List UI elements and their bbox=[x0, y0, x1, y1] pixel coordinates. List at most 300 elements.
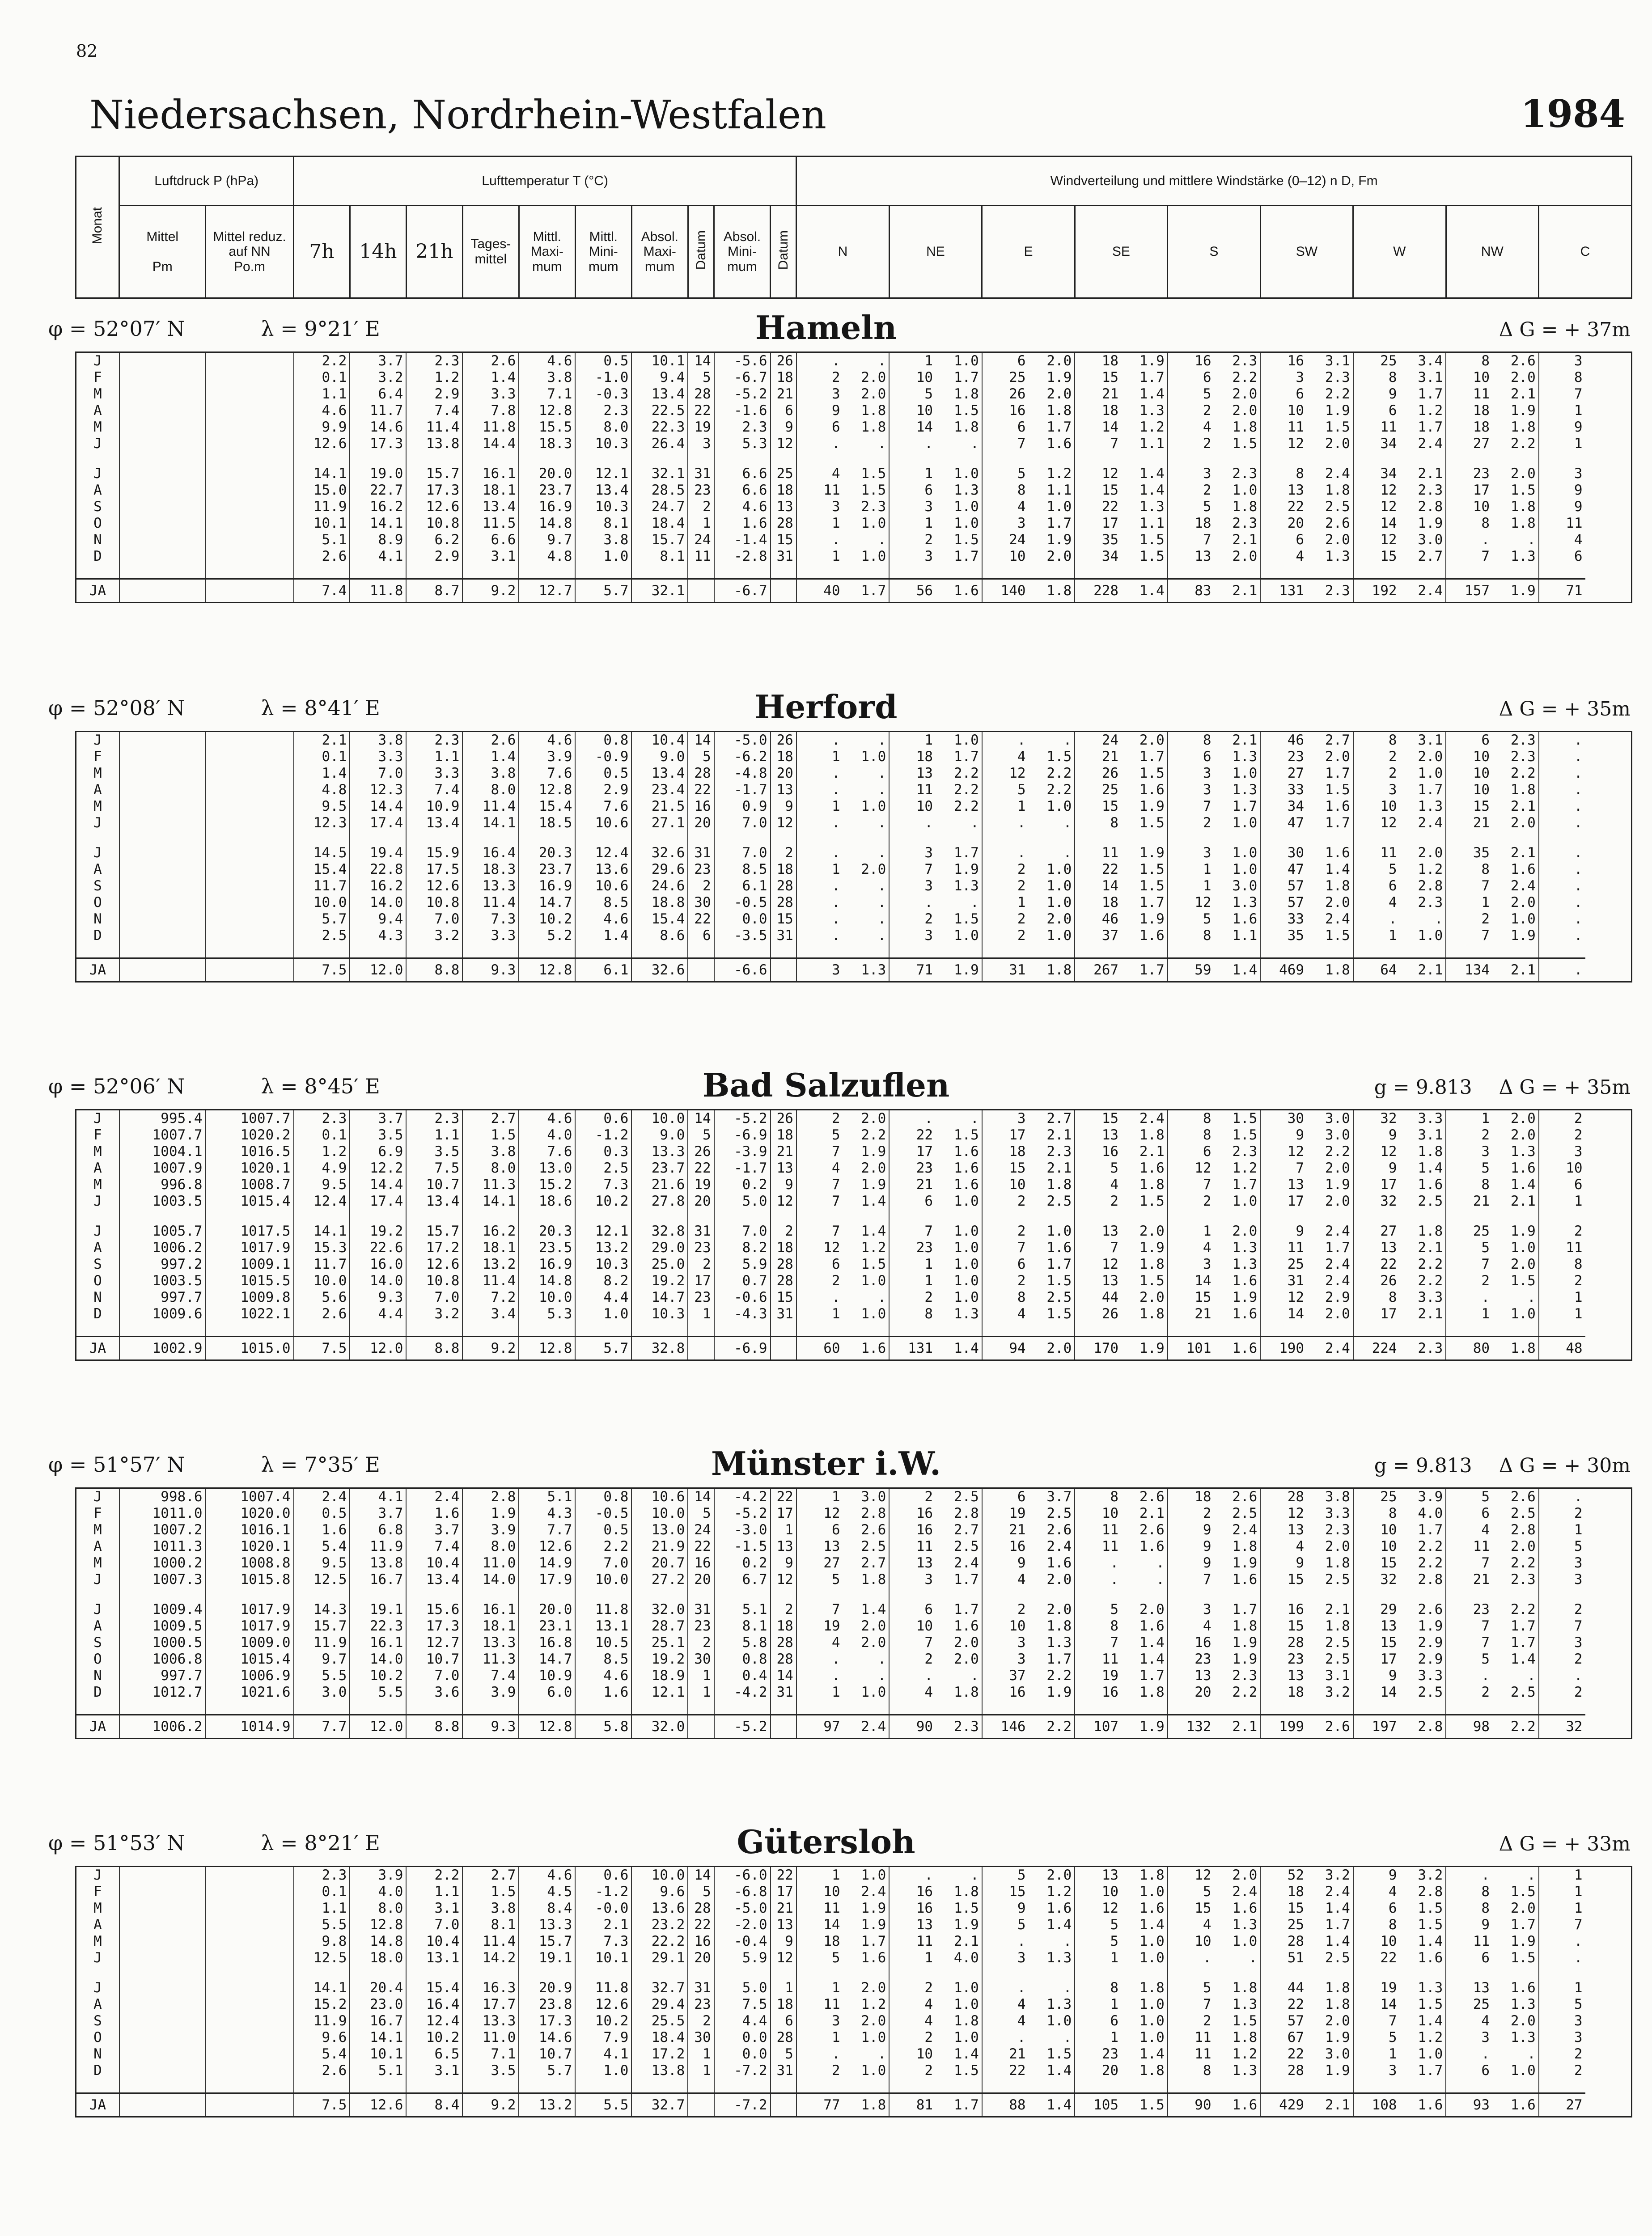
value-cell: 17 bbox=[1260, 1193, 1307, 1210]
value-cell: 88 bbox=[982, 2093, 1029, 2117]
month-cell: O bbox=[76, 1651, 119, 1668]
value-cell: 7 bbox=[1168, 1571, 1214, 1588]
table-row bbox=[76, 1635, 1632, 1651]
value-cell: 12.0 bbox=[350, 1715, 406, 1739]
value-cell bbox=[119, 402, 206, 419]
value-cell: 8.1 bbox=[462, 1917, 519, 1933]
value-cell: 2.9 bbox=[1325, 1289, 1350, 1305]
month-cell: M bbox=[76, 765, 119, 782]
header-datum-max: Datum bbox=[688, 206, 714, 298]
spacer-cell bbox=[350, 1322, 406, 1337]
value-cell: 1.7 bbox=[953, 749, 979, 765]
value-cell: 1.7 bbox=[1418, 1522, 1443, 1538]
value-cell: 2.0 bbox=[1325, 2013, 1350, 2029]
value-cell bbox=[119, 499, 206, 515]
value-cell: 2 bbox=[889, 1488, 936, 1506]
value-cell: 31 bbox=[771, 2062, 796, 2079]
spacer-cell bbox=[76, 831, 119, 845]
value-cell: 1.1 bbox=[1139, 515, 1165, 531]
value-cell bbox=[119, 436, 206, 452]
value-cell: 34 bbox=[1260, 798, 1307, 815]
value-cell: 2 bbox=[1539, 1273, 1585, 1289]
value-cell: 20.0 bbox=[519, 466, 575, 482]
value-cell: 2.2 bbox=[1325, 386, 1350, 402]
value-cell: 2.3 bbox=[1232, 466, 1258, 482]
value-cell: 32.6 bbox=[631, 845, 688, 861]
value-cell: 7.3 bbox=[462, 911, 519, 927]
value-cell: 1.8 bbox=[1232, 419, 1258, 435]
value-cell: 1.9 bbox=[1046, 1684, 1072, 1700]
value-cell: -0.5 bbox=[575, 1505, 631, 1522]
value-cell: 2 bbox=[1168, 1193, 1214, 1210]
value-cell: . bbox=[889, 436, 936, 452]
value-cell: 2.1 bbox=[1418, 1306, 1443, 1322]
value-cell: 11.3 bbox=[462, 1177, 519, 1193]
header-dir-sw: SW bbox=[1260, 206, 1353, 298]
value-cell: 2 bbox=[688, 1635, 714, 1651]
spacer-cell bbox=[1446, 565, 1492, 579]
value-cell: 10.7 bbox=[406, 1177, 462, 1193]
value-cell: -4.2 bbox=[714, 1488, 771, 1506]
value-cell: 9.5 bbox=[294, 1177, 350, 1193]
value-cell: 19.1 bbox=[519, 1950, 575, 1966]
value-cell: 170 bbox=[1075, 1337, 1121, 1360]
value-cell: 4 bbox=[982, 2013, 1029, 2029]
value-cell: 6.8 bbox=[350, 1522, 406, 1538]
spacer-row bbox=[76, 1588, 1632, 1601]
spacer-cell bbox=[1029, 944, 1075, 958]
spacer-cell bbox=[1446, 1322, 1492, 1337]
spacer-cell bbox=[1029, 1322, 1075, 1337]
value-cell: 14.7 bbox=[519, 894, 575, 911]
value-cell: 2 bbox=[889, 2029, 936, 2046]
month-cell: J bbox=[76, 1571, 119, 1588]
value-cell: 10.8 bbox=[406, 894, 462, 911]
value-cell: 1.1 bbox=[1046, 482, 1072, 498]
spacer-cell bbox=[206, 565, 294, 579]
value-cell: . bbox=[796, 1668, 843, 1684]
value-cell: 1.5 bbox=[1139, 548, 1165, 564]
station-longitude: λ = 8°21′ E bbox=[261, 1831, 380, 1855]
value-cell: 1006.8 bbox=[119, 1651, 206, 1668]
value-cell: 21 bbox=[771, 1900, 796, 1917]
value-cell: 23 bbox=[889, 1160, 936, 1177]
value-cell: 157 bbox=[1446, 579, 1492, 603]
value-cell: 3.8 bbox=[462, 765, 519, 782]
spacer-cell bbox=[889, 1210, 936, 1223]
value-cell: 1.0 bbox=[953, 2029, 979, 2045]
value-cell: 0.5 bbox=[575, 1522, 631, 1538]
value-cell: 3.5 bbox=[406, 1143, 462, 1160]
table-row bbox=[76, 1684, 1632, 1701]
spacer-cell bbox=[1121, 1966, 1168, 1980]
value-cell: -5.0 bbox=[714, 732, 771, 749]
value-cell: 5.5 bbox=[294, 1668, 350, 1684]
value-cell: 1.9 bbox=[953, 1917, 979, 1933]
value-cell: -6.9 bbox=[714, 1127, 771, 1143]
value-cell: 16 bbox=[1260, 1601, 1307, 1618]
value-cell: 18 bbox=[1168, 515, 1214, 532]
value-cell: 9 bbox=[771, 1177, 796, 1193]
value-cell: 33 bbox=[1260, 782, 1307, 798]
value-cell: 7 bbox=[1168, 532, 1214, 548]
spacer-cell bbox=[1260, 1322, 1307, 1337]
value-cell: 7 bbox=[1446, 1635, 1492, 1651]
value-cell: 1 bbox=[796, 1306, 843, 1322]
value-cell: . bbox=[877, 732, 886, 748]
value-cell: 2.2 bbox=[1418, 1538, 1443, 1554]
value-cell: 2.3 bbox=[936, 1715, 982, 1739]
value-cell: 2.3 bbox=[294, 1867, 350, 1884]
header-dir-se: SE bbox=[1075, 206, 1167, 298]
value-cell: 2 bbox=[796, 2062, 843, 2079]
value-cell: 25 bbox=[771, 466, 796, 482]
month-cell: A bbox=[76, 861, 119, 878]
value-cell: 1.6 bbox=[714, 515, 771, 532]
value-cell: 4 bbox=[982, 1996, 1029, 2013]
value-cell: 5.5 bbox=[350, 1684, 406, 1701]
value-cell: 3 bbox=[1260, 369, 1307, 386]
value-cell: 10 bbox=[1446, 499, 1492, 515]
value-cell: 1.3 bbox=[1139, 499, 1165, 515]
value-cell: 5 bbox=[1446, 1488, 1492, 1506]
value-cell: 23.0 bbox=[350, 1996, 406, 2013]
value-cell: 1 bbox=[889, 515, 936, 532]
value-cell: 9.3 bbox=[462, 1715, 519, 1739]
value-cell: 2.2 bbox=[294, 352, 350, 370]
value-cell: 27 bbox=[1353, 1223, 1400, 1240]
spacer-cell bbox=[936, 1588, 982, 1601]
spacer-cell bbox=[714, 1966, 771, 1980]
spacer-cell bbox=[1121, 1322, 1168, 1337]
value-cell: 4.4 bbox=[575, 1289, 631, 1306]
value-cell: 22.3 bbox=[350, 1618, 406, 1635]
value-cell: 8 bbox=[1260, 466, 1307, 482]
value-cell: 10.0 bbox=[631, 1867, 688, 1884]
table-row bbox=[76, 1522, 1632, 1538]
value-cell: 7.6 bbox=[575, 798, 631, 815]
value-cell: 2.0 bbox=[1325, 436, 1350, 452]
value-cell: 3.8 bbox=[1325, 1489, 1350, 1505]
month-cell: O bbox=[76, 515, 119, 532]
spacer-cell bbox=[1400, 1322, 1446, 1337]
spacer-cell bbox=[796, 944, 843, 958]
value-cell: 2.0 bbox=[1325, 1306, 1350, 1322]
station-gravity bbox=[1374, 1076, 1631, 1099]
value-cell: 11.9 bbox=[350, 1538, 406, 1555]
value-cell: 90 bbox=[889, 1715, 936, 1739]
value-cell: 1.6 bbox=[953, 1143, 979, 1160]
value-cell: 7.4 bbox=[406, 782, 462, 798]
value-cell: 1.7 bbox=[953, 548, 979, 564]
value-cell: 3 bbox=[796, 958, 843, 982]
spacer-cell bbox=[688, 831, 714, 845]
value-cell: 24 bbox=[982, 532, 1029, 548]
value-cell: 2.4 bbox=[1418, 815, 1443, 831]
value-cell: 26 bbox=[771, 352, 796, 370]
value-cell: 13.8 bbox=[406, 436, 462, 452]
value-cell: 10.3 bbox=[631, 1306, 688, 1322]
value-cell: 4 bbox=[1168, 1917, 1214, 1933]
value-cell: 19.4 bbox=[350, 845, 406, 861]
value-cell: 19.2 bbox=[631, 1273, 688, 1289]
value-cell: 6 bbox=[1168, 369, 1214, 386]
value-cell: 1.4 bbox=[1139, 482, 1165, 498]
value-cell: 5 bbox=[1539, 1538, 1585, 1555]
station-gravity bbox=[1472, 1833, 1631, 1855]
value-cell bbox=[119, 1996, 206, 2013]
value-cell: 3.1 bbox=[1325, 353, 1350, 369]
value-cell bbox=[206, 352, 294, 370]
table-row bbox=[76, 369, 1632, 386]
station-name: Bad Salzuflen bbox=[702, 1066, 950, 1104]
value-cell: 1.0 bbox=[1418, 927, 1443, 944]
value-cell: 1.9 bbox=[1418, 1618, 1443, 1634]
value-cell: 8.0 bbox=[462, 782, 519, 798]
value-cell: 105 bbox=[1075, 2093, 1121, 2117]
value-cell: 1 bbox=[771, 1522, 796, 1538]
table-row bbox=[76, 515, 1632, 532]
value-cell: 1.0 bbox=[1046, 861, 1072, 877]
value-cell: 1003.5 bbox=[119, 1273, 206, 1289]
value-cell: . bbox=[889, 1867, 936, 1884]
value-cell: 228 bbox=[1075, 579, 1121, 603]
value-cell: 3 bbox=[1353, 2062, 1400, 2079]
value-cell: 0.1 bbox=[294, 749, 350, 765]
spacer-cell bbox=[575, 2079, 631, 2093]
value-cell: 1.6 bbox=[575, 1684, 631, 1701]
value-cell: 1007.7 bbox=[119, 1127, 206, 1143]
spacer-cell bbox=[1029, 1701, 1075, 1715]
spacer-cell bbox=[1121, 944, 1168, 958]
value-cell: 5 bbox=[688, 369, 714, 386]
value-cell: 1.0 bbox=[1046, 499, 1072, 515]
value-cell: 8 bbox=[1168, 1127, 1214, 1143]
spacer-cell bbox=[206, 2079, 294, 2093]
spacer-cell bbox=[889, 2079, 936, 2093]
value-cell: 22 bbox=[1075, 861, 1121, 878]
value-cell: 2.2 bbox=[1510, 1555, 1536, 1571]
value-cell: 35 bbox=[1260, 927, 1307, 944]
value-cell: 1.8 bbox=[1418, 1143, 1443, 1160]
value-cell: 8.4 bbox=[519, 1900, 575, 1917]
value-cell: 1.0 bbox=[1046, 927, 1072, 944]
value-cell: 25 bbox=[1260, 1256, 1307, 1273]
value-cell: 1.0 bbox=[575, 2062, 631, 2079]
value-cell: 25 bbox=[1353, 1488, 1400, 1506]
spacer-cell bbox=[76, 1966, 119, 1980]
value-cell: 3.1 bbox=[1418, 732, 1443, 748]
value-cell: 5.6 bbox=[294, 1289, 350, 1306]
value-cell: 11.7 bbox=[350, 402, 406, 419]
value-cell: 2.0 bbox=[1325, 1193, 1350, 1209]
value-cell: 10.0 bbox=[575, 1571, 631, 1588]
value-cell: 25 bbox=[1260, 1917, 1307, 1933]
value-cell: . bbox=[982, 845, 1029, 861]
spacer-cell bbox=[519, 565, 575, 579]
value-cell: 3.1 bbox=[406, 2062, 462, 2079]
value-cell: 1000.2 bbox=[119, 1555, 206, 1571]
value-cell: 7.6 bbox=[519, 1143, 575, 1160]
header-mittl-max: Mittl. Maxi- mum bbox=[519, 206, 575, 298]
spacer-cell bbox=[771, 1701, 796, 1715]
value-cell: 16.1 bbox=[462, 1601, 519, 1618]
value-cell: 190 bbox=[1260, 1337, 1307, 1360]
page-title: Niedersachsen, Nordrhein-Westfalen bbox=[89, 92, 826, 138]
value-cell bbox=[206, 1884, 294, 1900]
value-cell: 9.5 bbox=[294, 1555, 350, 1571]
value-cell: 1.0 bbox=[953, 1256, 979, 1272]
value-cell: 1.3 bbox=[1232, 894, 1258, 910]
value-cell: 13 bbox=[1168, 548, 1214, 565]
value-cell: 1.0 bbox=[861, 1306, 886, 1322]
value-cell: 2 bbox=[1539, 1505, 1585, 1522]
value-cell: 5 bbox=[982, 1917, 1029, 1933]
value-cell: 1.8 bbox=[1232, 1538, 1258, 1554]
spacer-cell bbox=[1029, 1210, 1075, 1223]
value-cell: 94 bbox=[982, 1337, 1029, 1360]
month-cell: M bbox=[76, 419, 119, 436]
table-row bbox=[76, 878, 1632, 894]
spacer-cell bbox=[843, 944, 890, 958]
value-cell: 7 bbox=[1446, 927, 1492, 944]
value-cell: 1.6 bbox=[843, 1337, 890, 1360]
value-cell: 1.4 bbox=[861, 1193, 886, 1209]
value-cell: 12.6 bbox=[350, 2093, 406, 2117]
value-cell: 3 bbox=[889, 499, 936, 515]
spacer-cell bbox=[1585, 452, 1632, 466]
value-cell: 2.1 bbox=[1510, 798, 1536, 814]
value-cell bbox=[206, 548, 294, 565]
spacer-row bbox=[76, 944, 1632, 958]
value-cell: 16.9 bbox=[519, 1256, 575, 1273]
month-cell: D bbox=[76, 2062, 119, 2079]
header-mittl-min: Mittl. Mini- mum bbox=[575, 206, 631, 298]
value-cell: 9.2 bbox=[462, 579, 519, 603]
value-cell: 8 bbox=[1353, 732, 1400, 749]
value-cell: 9.2 bbox=[462, 1337, 519, 1360]
value-cell bbox=[119, 369, 206, 386]
value-cell: 8.5 bbox=[575, 894, 631, 911]
value-cell: 1.0 bbox=[1510, 1306, 1536, 1322]
value-cell: 2.4 bbox=[1307, 1337, 1353, 1360]
value-cell: 1 bbox=[1075, 2029, 1121, 2046]
value-cell: 17 bbox=[771, 1505, 796, 1522]
value-cell: 52 bbox=[1260, 1867, 1307, 1884]
value-cell: 22.6 bbox=[350, 1240, 406, 1256]
value-cell: 1.0 bbox=[1510, 2062, 1536, 2079]
value-cell: 2.0 bbox=[1510, 1538, 1536, 1554]
value-cell: . bbox=[877, 894, 886, 910]
value-cell: 2.3 bbox=[1307, 579, 1353, 603]
value-cell: 3.3 bbox=[406, 765, 462, 782]
value-cell: 2.2 bbox=[861, 1127, 886, 1143]
spacer-cell bbox=[631, 1322, 688, 1337]
value-cell: . bbox=[1353, 911, 1400, 927]
value-cell: 31 bbox=[688, 1980, 714, 1996]
value-cell: 1.2 bbox=[1232, 2046, 1258, 2062]
value-cell: 134 bbox=[1446, 958, 1492, 982]
value-cell: 9.9 bbox=[294, 419, 350, 436]
value-cell: 1.8 bbox=[1325, 1555, 1350, 1571]
value-cell: 29 bbox=[1353, 1601, 1400, 1618]
header-dir-n: N bbox=[796, 206, 889, 298]
station-g-value: g = 9.813 bbox=[1374, 1076, 1472, 1099]
value-cell: 1.2 bbox=[1418, 861, 1443, 877]
value-cell: 7 bbox=[1446, 878, 1492, 894]
value-cell: 7 bbox=[1168, 798, 1214, 815]
spacer-cell bbox=[1539, 2079, 1585, 2093]
value-cell: 13 bbox=[1260, 1522, 1307, 1538]
value-cell: 8 bbox=[1446, 1884, 1492, 1900]
value-cell: 8 bbox=[1075, 1980, 1121, 1996]
spacer-cell bbox=[462, 565, 519, 579]
value-cell: . bbox=[970, 436, 979, 452]
value-cell: 11 bbox=[796, 1996, 843, 2013]
value-cell: 1 bbox=[1353, 2046, 1400, 2062]
value-cell: 1.4 bbox=[1046, 1917, 1072, 1933]
value-cell: 1.0 bbox=[1232, 765, 1258, 781]
value-cell: 2.7 bbox=[462, 1110, 519, 1127]
spacer-row bbox=[76, 1966, 1632, 1980]
value-cell: 19.0 bbox=[350, 466, 406, 482]
value-cell: 10 bbox=[1446, 749, 1492, 765]
spacer-cell bbox=[519, 1322, 575, 1337]
value-cell bbox=[119, 1900, 206, 1917]
value-cell: 28 bbox=[1260, 1933, 1307, 1950]
value-cell: 2.5 bbox=[1232, 1505, 1258, 1521]
value-cell: 1.4 bbox=[1418, 2013, 1443, 2029]
value-cell: 1006.2 bbox=[119, 1240, 206, 1256]
value-cell: 2.0 bbox=[1046, 1601, 1072, 1618]
value-cell: 22 bbox=[688, 1917, 714, 1933]
station-data-table bbox=[75, 1866, 1632, 2117]
value-cell: 10.1 bbox=[350, 2046, 406, 2062]
spacer-cell bbox=[889, 1701, 936, 1715]
table-row bbox=[76, 1256, 1632, 1273]
value-cell: 17.3 bbox=[406, 1618, 462, 1635]
value-cell: 34 bbox=[1353, 436, 1400, 452]
value-cell: 14 bbox=[889, 419, 936, 436]
table-row bbox=[76, 1177, 1632, 1193]
spacer-cell bbox=[714, 831, 771, 845]
value-cell: . bbox=[796, 2046, 843, 2062]
value-cell: . bbox=[877, 911, 886, 927]
spacer-cell bbox=[1539, 1322, 1585, 1337]
value-cell: . bbox=[1539, 845, 1585, 861]
spacer-cell bbox=[1307, 1966, 1353, 1980]
spacer-cell bbox=[206, 1322, 294, 1337]
month-cell: S bbox=[76, 1256, 119, 1273]
value-cell: 12.0 bbox=[350, 1337, 406, 1360]
table-row bbox=[76, 1867, 1632, 1884]
value-cell: 2.0 bbox=[1232, 402, 1258, 419]
value-cell: 1.1 bbox=[406, 1884, 462, 1900]
value-cell: 3.9 bbox=[1418, 1489, 1443, 1505]
spacer-cell bbox=[843, 1322, 890, 1337]
value-cell: . bbox=[1539, 1933, 1585, 1950]
table-row bbox=[76, 352, 1632, 370]
value-cell bbox=[119, 2062, 206, 2079]
value-cell: 4.0 bbox=[1418, 1505, 1443, 1521]
value-cell: 1009.4 bbox=[119, 1601, 206, 1618]
value-cell: 16 bbox=[889, 1522, 936, 1538]
value-cell: 2.3 bbox=[406, 1110, 462, 1127]
station-name: Gütersloh bbox=[737, 1823, 915, 1861]
value-cell: 4 bbox=[982, 1306, 1029, 1322]
spacer-cell bbox=[406, 1966, 462, 1980]
value-cell: 2.2 bbox=[953, 782, 979, 798]
